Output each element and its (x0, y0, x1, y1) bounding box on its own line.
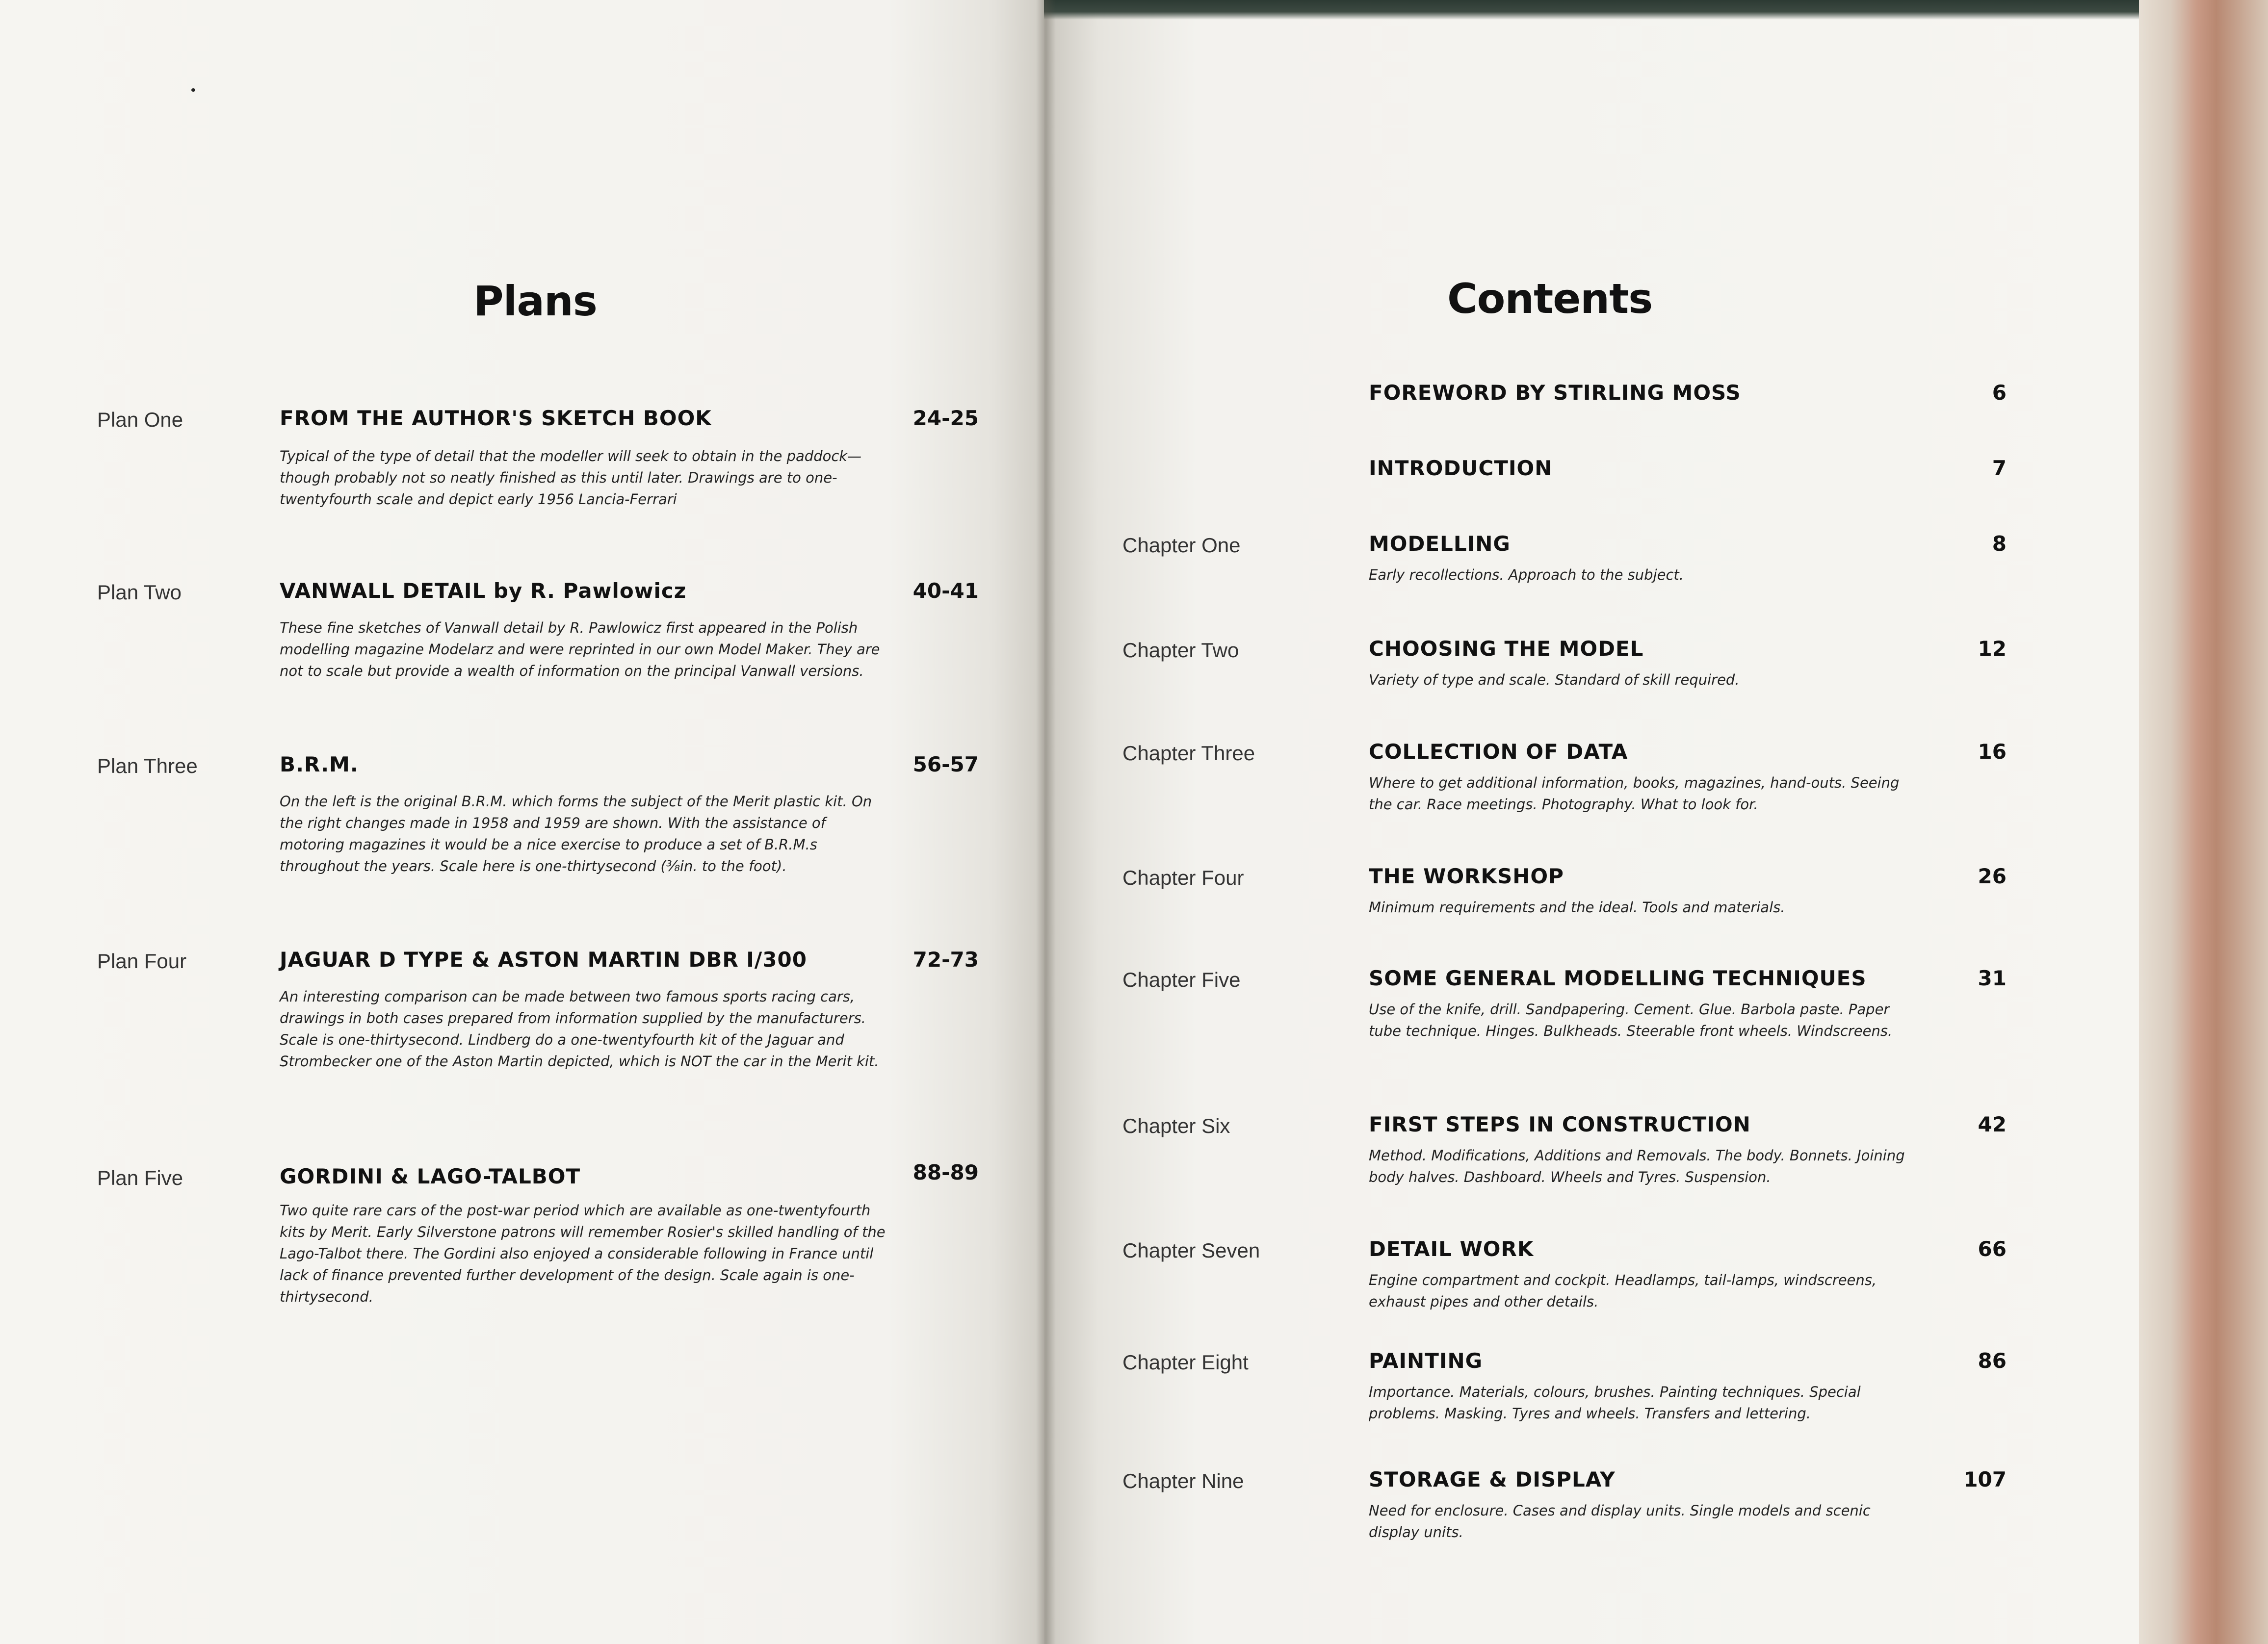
contents-description: Importance. Materials, colours, brushes. Painting techniques. Special problems. Masking. Tyres and wheels. Transfers and lettering. (1369, 1384, 1861, 1422)
plan-title: JAGUAR D TYPE & ASTON MARTIN DBR I/300 (280, 948, 807, 972)
contents-title: CHOOSING THE MODEL (1369, 637, 1644, 661)
contents-pages: 6 (1992, 381, 2007, 405)
speck-mark (191, 88, 195, 92)
contents-heading: Contents (1447, 275, 1653, 323)
contents-title: SOME GENERAL MODELLING TECHNIQUES (1369, 966, 1867, 990)
contents-title: FIRST STEPS IN CONSTRUCTION (1369, 1112, 1751, 1136)
chapter-label: Chapter Two (1122, 639, 1239, 662)
chapter-label: Chapter Seven (1122, 1239, 1260, 1262)
contents-description: Need for enclosure. Cases and display units. Single models and scenic display units. (1369, 1502, 1871, 1541)
plan-pages: 88-89 (912, 1160, 979, 1184)
contents-pages: 66 (1978, 1237, 2007, 1261)
plan-pages: 56-57 (912, 752, 979, 776)
contents-pages: 16 (1978, 740, 2007, 764)
contents-description: Variety of type and scale. Standard of skill required. (1369, 671, 1740, 688)
cover-edge-top (1044, 0, 2268, 20)
contents-title: MODELLING (1369, 532, 1511, 556)
contents-pages: 7 (1992, 456, 2007, 480)
chapter-label: Chapter One (1122, 534, 1241, 557)
contents-title: STORAGE & DISPLAY (1369, 1467, 1616, 1491)
plan-pages: 72-73 (912, 948, 979, 972)
contents-pages: 42 (1978, 1112, 2007, 1136)
chapter-label: Chapter Eight (1122, 1351, 1249, 1374)
contents-description: Early recollections. Approach to the subject. (1369, 566, 1684, 583)
page-block-edge (2139, 0, 2268, 1644)
plan-pages: 24-25 (912, 406, 979, 430)
contents-pages: 12 (1978, 637, 2007, 661)
contents-title: COLLECTION OF DATA (1369, 740, 1628, 764)
plan-title: FROM THE AUTHOR'S SKETCH BOOK (280, 406, 712, 430)
contents-description: Use of the knife, drill. Sandpapering. Cement. Glue. Barbola paste. Paper tube technique. Hinges. Bulkheads. Steerable front wheels. Windscreens. (1369, 1001, 1893, 1039)
contents-description: Minimum requirements and the ideal. Tools and materials. (1369, 899, 1785, 916)
plan-title: B.R.M. (280, 752, 359, 776)
plan-description: On the left is the original B.R.M. which forms the subject of the Merit plastic kit. On the right changes made in 1958 and 1959 are shown. With the assistance of motoring magazines it would be a nice exercise to produce a set of B.R.M.s throughout the years. Scale here is one-thirtysecond (⅜in. to the foot). (280, 793, 872, 874)
contents-description: Method. Modifications, Additions and Removals. The body. Bonnets. Joining body halves. Dashboard. Wheels and Tyres. Suspension. (1369, 1147, 1905, 1185)
plans-heading: Plans (473, 277, 597, 325)
plan-title: VANWALL DETAIL by R. Pawlowicz (280, 579, 687, 603)
plan-label: Plan Two (97, 581, 182, 604)
book-gutter (1036, 0, 1056, 1644)
contents-pages: 31 (1978, 966, 2007, 990)
contents-pages: 26 (1978, 864, 2007, 888)
contents-description: Engine compartment and cockpit. Headlamps, tail-lamps, windscreens, exhaust pipes and other details. (1369, 1272, 1877, 1310)
contents-pages: 107 (1963, 1467, 2007, 1491)
plan-label: Plan One (97, 408, 183, 431)
contents-title: INTRODUCTION (1369, 456, 1553, 480)
plan-label: Plan Four (97, 950, 187, 973)
contents-title: FOREWORD BY STIRLING MOSS (1369, 381, 1741, 405)
contents-title: DETAIL WORK (1369, 1237, 1534, 1261)
plan-description: Typical of the type of detail that the modeller will seek to obtain in the paddock—though probably not so neatly finished as this until later. Drawings are to one-twentyfourth scale and depict early 1956 Lancia-Ferrari (280, 448, 862, 508)
plan-description: These fine sketches of Vanwall detail by R. Pawlowicz first appeared in the Polish modelling magazine Modelarz and were reprinted in our own Model Maker. They are not to scale but provide a wealth of information on the principal Vanwall versions. (280, 619, 880, 679)
plan-description: Two quite rare cars of the post-war period which are available as one-twentyfourth kits by Merit. Early Silverstone patrons will remember Rosier's skilled handling of the Lago-Talbot there. The Gordini also enjoyed a considerable following in France until lack of finance prevented further development of the design. Scale again is one-thirtysecond. (280, 1202, 886, 1305)
plan-pages: 40-41 (912, 579, 979, 603)
plan-label: Plan Five (97, 1166, 183, 1189)
plan-title: GORDINI & LAGO-TALBOT (280, 1164, 581, 1188)
chapter-label: Chapter Nine (1122, 1469, 1244, 1492)
chapter-label: Chapter Four (1122, 866, 1244, 889)
contents-pages: 86 (1978, 1349, 2007, 1373)
chapter-label: Chapter Six (1122, 1114, 1230, 1137)
contents-title: THE WORKSHOP (1369, 864, 1564, 888)
contents-description: Where to get additional information, books, magazines, hand-outs. Seeing the car. Race meetings. Photography. What to look for. (1369, 774, 1900, 813)
contents-pages: 8 (1992, 532, 2007, 556)
chapter-label: Chapter Three (1122, 742, 1255, 765)
contents-title: PAINTING (1369, 1349, 1483, 1373)
chapter-label: Chapter Five (1122, 968, 1241, 991)
plan-description: An interesting comparison can be made between two famous sports racing cars, drawings in both cases prepared from information supplied by the manufacturers. Scale is one-thirtysecond. Lindberg do a one-twentyfourth kit of the Jaguar and Strombecker one of the Aston Martin depicted, which is NOT the car in the Merit kit. (280, 988, 879, 1070)
plan-label: Plan Three (97, 754, 198, 777)
